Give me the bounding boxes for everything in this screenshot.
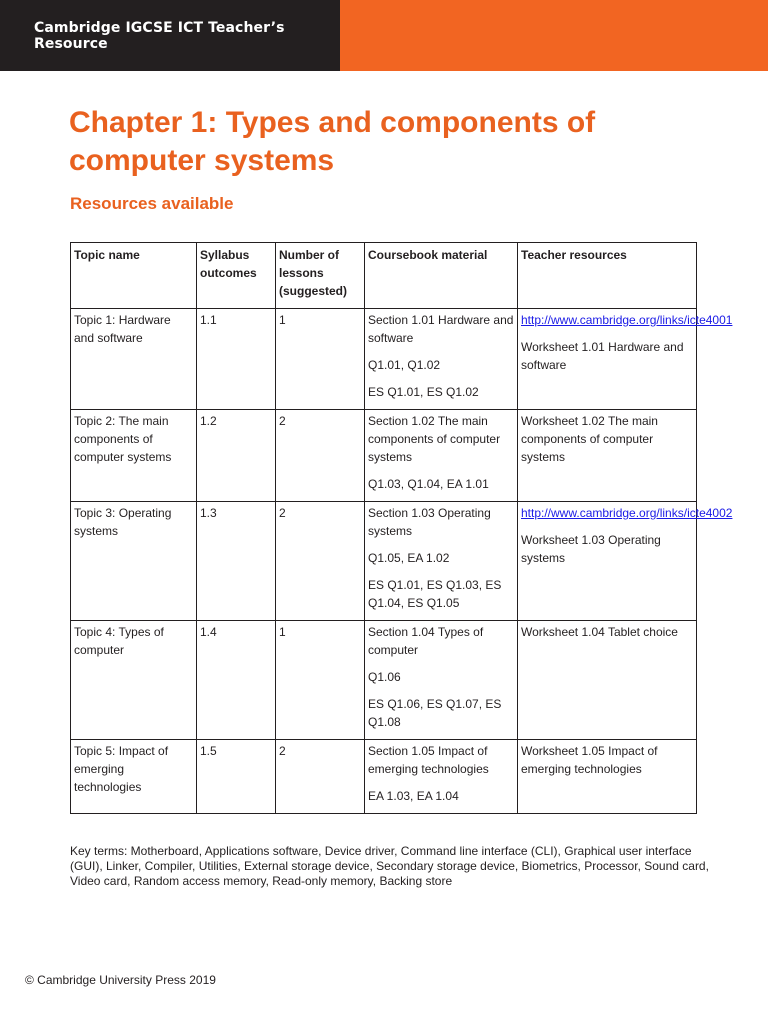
lessons-cell: 2 — [276, 502, 365, 621]
coursebook-item: Section 1.02 The main components of computer systems — [368, 414, 501, 464]
column-header-teacher: Teacher resources — [518, 243, 697, 309]
chapter-title: Chapter 1: Types and components of computer systems — [69, 106, 596, 177]
outcome-cell: 1.4 — [197, 621, 276, 740]
topic-cell: Topic 3: Operating systems — [71, 502, 197, 621]
coursebook-cell — [365, 740, 518, 814]
table-row — [71, 621, 697, 740]
column-header-outcomes: Syllabus outcomes — [197, 243, 276, 309]
teacher-resources-cell — [518, 410, 697, 502]
topic-cell: Topic 1: Hardware and software — [71, 309, 197, 410]
teacher-resources-cell — [518, 502, 733, 621]
header-title-block — [0, 0, 340, 71]
coursebook-item: Q1.03, Q1.04, EA 1.01 — [368, 477, 489, 491]
outcome-cell: 1.2 — [197, 410, 276, 502]
outcome-cell: 1.3 — [197, 502, 276, 621]
table-header-row — [71, 243, 697, 309]
resource-link[interactable]: http://www.cambridge.org/links/icte4001 — [521, 313, 733, 327]
table-row — [71, 502, 697, 621]
table-body — [71, 309, 733, 814]
worksheet-item: Worksheet 1.05 Impact of emerging technologies — [521, 744, 658, 776]
coursebook-cell — [365, 410, 518, 502]
topic-cell: Topic 2: The main components of computer systems — [71, 410, 197, 502]
coursebook-cell — [365, 502, 518, 621]
coursebook-cell — [365, 309, 518, 410]
coursebook-item: Q1.01, Q1.02 — [368, 358, 441, 372]
column-header-topic: Topic name — [71, 243, 197, 309]
worksheet-item: Worksheet 1.02 The main components of computer systems — [521, 414, 658, 464]
topic-cell: Topic 4: Types of computer — [71, 621, 197, 740]
teacher-resources-cell — [518, 740, 697, 814]
copyright-footer: © Cambridge University Press 2019 — [25, 973, 216, 987]
table-row — [71, 740, 697, 814]
header-band — [0, 0, 768, 71]
resource-link[interactable]: http://www.cambridge.org/links/icte4002 — [521, 506, 733, 520]
resources-table — [70, 242, 733, 814]
teacher-resources-cell — [518, 621, 697, 740]
coursebook-item: ES Q1.01, ES Q1.03, ES Q1.04, ES Q1.05 — [368, 578, 502, 610]
teacher-resources-cell — [518, 309, 733, 410]
coursebook-cell — [365, 621, 518, 740]
lessons-cell: 1 — [276, 621, 365, 740]
coursebook-item: Section 1.03 Operating systems — [368, 506, 491, 538]
outcome-cell: 1.1 — [197, 309, 276, 410]
table-row — [71, 410, 697, 502]
lessons-cell: 1 — [276, 309, 365, 410]
header-title: Cambridge IGCSE ICT Teacher’s Resource — [34, 19, 285, 52]
coursebook-item: ES Q1.06, ES Q1.07, ES Q1.08 — [368, 697, 502, 729]
lessons-cell: 2 — [276, 410, 365, 502]
worksheet-item: Worksheet 1.04 Tablet choice — [521, 625, 678, 639]
worksheet-item: Worksheet 1.03 Operating systems — [521, 533, 661, 565]
coursebook-item: ES Q1.01, ES Q1.02 — [368, 385, 479, 399]
outcome-cell: 1.5 — [197, 740, 276, 814]
header-accent-block — [340, 0, 768, 71]
coursebook-item: Q1.06 — [368, 670, 401, 684]
coursebook-item: Section 1.04 Types of computer — [368, 625, 484, 657]
coursebook-item: Q1.05, EA 1.02 — [368, 551, 450, 565]
section-heading: Resources available — [70, 194, 234, 213]
key-terms: Key terms: Motherboard, Applications software, Device driver, Command line interface (CLI), Graphical user interface (GUI), Linker, Compiler, Utilities, External storage device, Secondary storage device, Biometrics, Processor, Sound card, Video card, Random access memory, Read-only memory, Backing store — [70, 844, 709, 888]
coursebook-item: Section 1.05 Impact of emerging technologies — [368, 744, 489, 776]
topic-cell: Topic 5: Impact of emerging technologies — [71, 740, 197, 814]
column-header-coursebook: Coursebook material — [365, 243, 518, 309]
worksheet-item: Worksheet 1.01 Hardware and software — [521, 340, 684, 372]
table-row — [71, 309, 697, 410]
column-header-lessons: Number of lessons (suggested) — [276, 243, 365, 309]
lessons-cell: 2 — [276, 740, 365, 814]
coursebook-item: EA 1.03, EA 1.04 — [368, 789, 459, 803]
coursebook-item: Section 1.01 Hardware and software — [368, 313, 514, 345]
